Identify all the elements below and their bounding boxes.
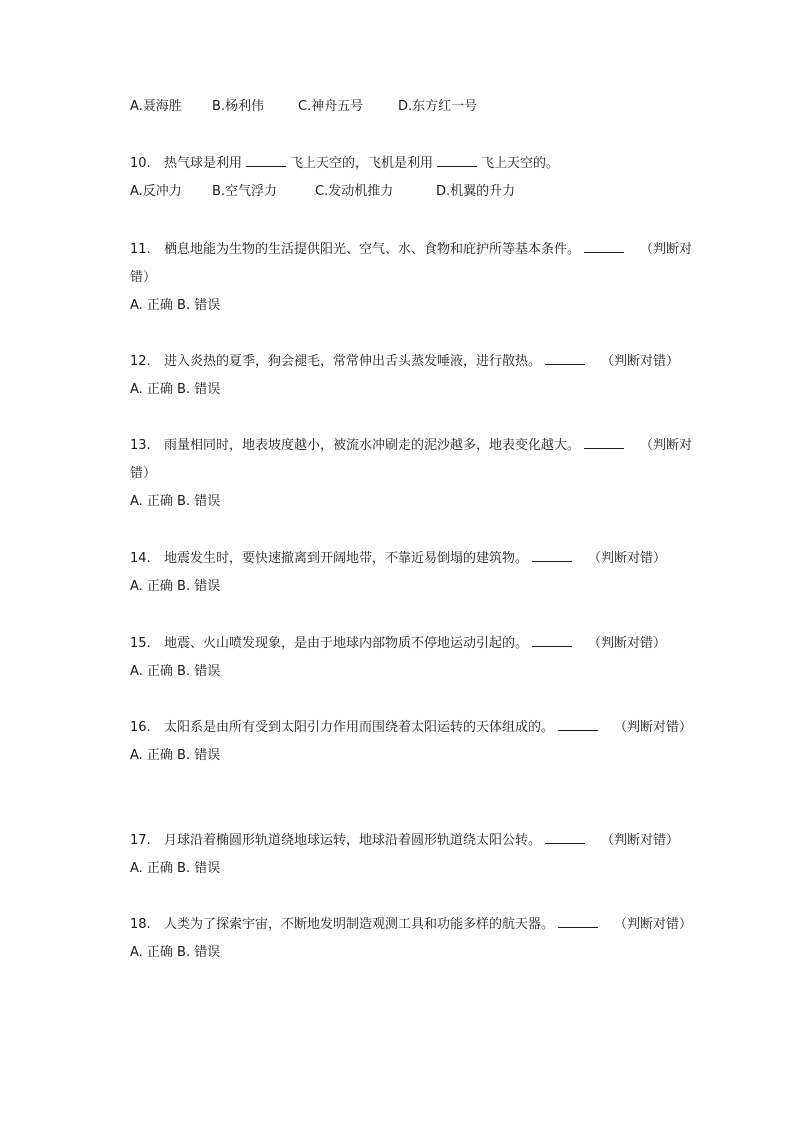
question-number: 16. (130, 720, 151, 735)
answer-blank[interactable] (532, 548, 572, 562)
question-options: A. 正确 B. 错误 (130, 579, 221, 594)
question-options: A. 正确 B. 错误 (130, 382, 221, 397)
question-text: 雨量相同时，地表坡度越小，被流水冲刷走的泥沙越多，地表变化越大。 (164, 438, 581, 453)
question-text: 月球沿着椭圆形轨道绕地球运转，地球沿着圆形轨道绕太阳公转。 (164, 833, 542, 848)
answer-blank[interactable] (558, 717, 598, 731)
question-tag: （判断对错） (130, 438, 693, 481)
question-12 (130, 348, 693, 404)
question-body (130, 630, 693, 658)
answer-blank[interactable] (545, 830, 585, 844)
question-options: A. 正确 B. 错误 (130, 664, 221, 679)
question-number: 15. (130, 636, 151, 651)
question-body (130, 827, 693, 855)
question-options: A. 正确 B. 错误 (130, 298, 221, 313)
question-body (130, 714, 693, 742)
answer-blank[interactable] (584, 239, 624, 253)
answer-blank[interactable] (545, 351, 585, 365)
option-b: B.杨利伟 (212, 99, 265, 114)
option-a: A.反冲力 (130, 184, 182, 199)
question-text: 太阳系是由所有受到太阳引力作用而围绕着太阳运转的天体组成的。 (164, 720, 555, 735)
question-text: 栖息地能为生物的生活提供阳光、空气、水、食物和庇护所等基本条件。 (164, 242, 581, 257)
option-a: A.聂海胜 (130, 99, 182, 114)
question-11 (130, 236, 693, 320)
question-16 (130, 714, 693, 770)
question-number: 18. (130, 917, 151, 932)
question-tag: （判断对错） (130, 242, 693, 285)
question-10-options (130, 182, 515, 202)
question-number: 11. (130, 242, 151, 257)
question-number: 14. (130, 551, 151, 566)
question-text: 进入炎热的夏季，狗会褪毛，常常伸出舌头蒸发唾液，进行散热。 (164, 354, 542, 369)
question-text: 地震、火山喷发现象，是由于地球内部物质不停地运动引起的。 (164, 636, 529, 651)
question-number: 17. (130, 833, 151, 848)
question-15 (130, 630, 693, 686)
question-tag: （判断对错） (614, 917, 693, 932)
option-d: D.机翼的升力 (436, 184, 516, 199)
answer-blank[interactable] (532, 633, 572, 647)
question-body (130, 545, 693, 573)
option-d: D.东方红一号 (398, 99, 478, 114)
question-tag: （判断对错） (588, 636, 667, 651)
question-tag: （判断对错） (588, 551, 667, 566)
question-options: A. 正确 B. 错误 (130, 945, 221, 960)
question-text-part3: 飞上天空的。 (481, 156, 560, 171)
answer-blank[interactable] (558, 914, 598, 928)
question-tag: （判断对错） (601, 354, 680, 369)
question-17 (130, 827, 693, 883)
question-text-part1: 热气球是利用 (164, 156, 243, 171)
question-text: 地震发生时，要快速撤离到开阔地带，不靠近易倒塌的建筑物。 (164, 551, 529, 566)
question-body (130, 236, 693, 292)
question-options: A. 正确 B. 错误 (130, 861, 221, 876)
question-number: 13. (130, 438, 151, 453)
top-options-line (130, 97, 477, 117)
question-18 (130, 911, 693, 967)
answer-blank[interactable] (437, 153, 477, 167)
question-body (130, 348, 693, 376)
option-c: C.神舟五号 (298, 99, 364, 114)
question-tag: （判断对错） (601, 833, 680, 848)
question-body (130, 911, 693, 939)
question-options: A. 正确 B. 错误 (130, 748, 221, 763)
question-body (130, 432, 693, 488)
question-13 (130, 432, 693, 516)
question-number: 10. (130, 156, 151, 171)
question-number: 12. (130, 354, 151, 369)
question-14 (130, 545, 693, 601)
question-options: A. 正确 B. 错误 (130, 494, 221, 509)
question-tag: （判断对错） (614, 720, 693, 735)
answer-blank[interactable] (246, 153, 286, 167)
option-c: C.发动机推力 (315, 184, 394, 199)
answer-blank[interactable] (584, 435, 624, 449)
question-10 (130, 153, 559, 174)
question-text-part2: 飞上天空的，飞机是利用 (290, 156, 434, 171)
question-text: 人类为了探索宇宙，不断地发明制造观测工具和功能多样的航天器。 (164, 917, 555, 932)
option-b: B.空气浮力 (212, 184, 278, 199)
